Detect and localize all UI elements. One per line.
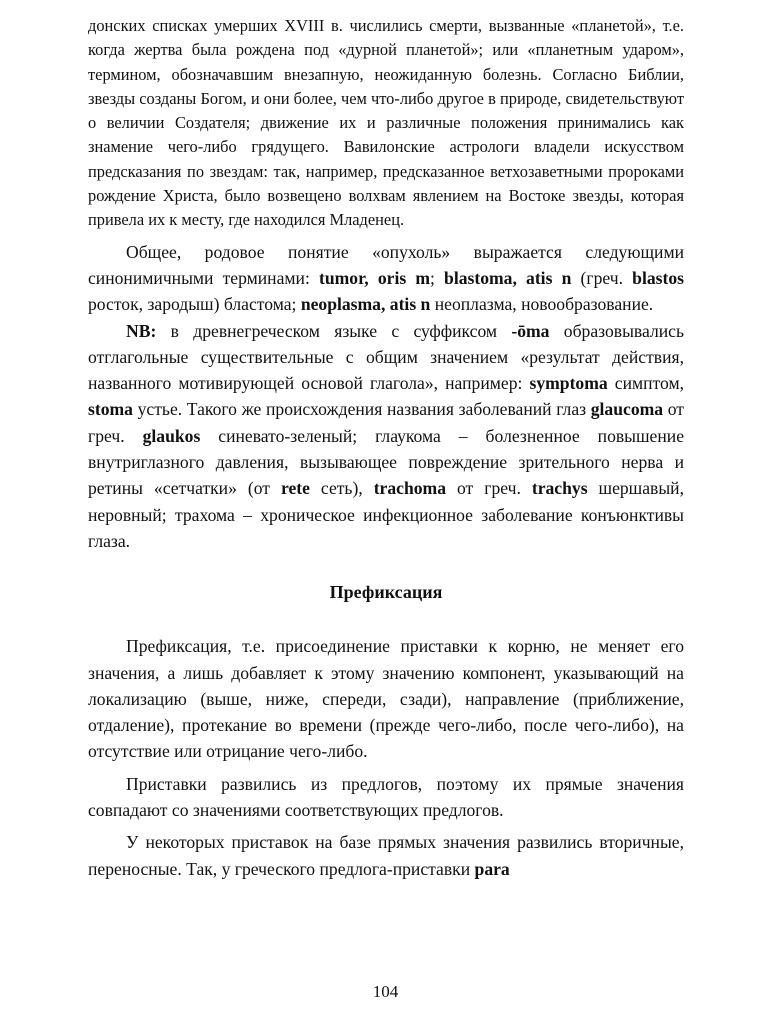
text-run: Общее, родовое понятие «опухоль» выражается следующими синонимичными терминами: — [88, 241, 684, 288]
paragraph-prefix-origin: Приставки развились из предлогов, поэтому их прямые значения совпадают со значениями соответствующих предлогов. — [88, 773, 684, 821]
text-run: неоплазма, новообразование. — [430, 294, 654, 315]
text-run: в древнегреческом языке с суффиксом — [156, 320, 512, 341]
text-run: симптом, — [607, 373, 685, 394]
text-run: шершавый, неровный; трахома – хроническое инфекционное заболевание конъюнктивы глаза. — [88, 478, 684, 551]
term-symptoma: symptoma — [529, 373, 608, 394]
text-run: образовывались отглагольные существительные с общим значением «результат действия, названного мотивирующей основой глагола», например: — [88, 320, 685, 394]
page-number: 104 — [372, 982, 399, 1001]
nb-label: NB: — [126, 320, 157, 341]
term-neoplasma: neoplasma, atis n — [300, 294, 431, 315]
term-para: para — [474, 858, 510, 879]
term-glaukos: glaukos — [142, 425, 201, 446]
text-run: синевато-зеленый; глаукома – болезненное повышение внутриглазного давления, вызывающее повреждение зрительного нерва и ретины «сетчатки» (от — [88, 425, 684, 499]
term-rete: rete — [280, 478, 310, 499]
text-run: от греч. — [88, 399, 684, 446]
document-page — [88, 14, 684, 882]
term-trachoma: trachoma — [373, 478, 447, 499]
paragraph-tumor-terms — [88, 239, 684, 318]
term-blastos: blastos — [632, 267, 684, 288]
paragraph-prefixation-definition: Префиксация, т.е. присоединение приставки к корню, не меняет его значения, а лишь добавляет к этому значению компонент, указывающий на локализацию (выше, ниже, спереди, сзади), направление (приближение, отдаление), протекание во времени (прежде чего-либо, после чего-либо), на отсутствие или отрицание чего-либо. — [88, 636, 684, 762]
paragraph-secondary-meanings — [88, 829, 684, 882]
text-run: от греч. — [446, 478, 532, 499]
text-run: росток, зародыш) бластома; — [88, 294, 301, 315]
term-trachys: trachys — [531, 478, 588, 499]
paragraph-nb-suffix — [88, 318, 684, 555]
text-run: У некоторых приставок на базе прямых значения развились вторичные, переносные. Так, у греческого предлога-приставки — [88, 832, 684, 879]
paragraph-astrology: донских списках умерших XVIII в. числились смерти, вызванные «планетой», т.е. когда жертва была рождена под «дурной планетой»; или «планетным ударом», термином, обозначавшим внезапную, неожиданную болезнь. Согласно Библии, звезды созданы Богом, и они более, чем что-либо другое в природе, свидетельствуют о величии Создателя; движение их и различные положения принимались как знамение чего-либо грядущего. Вавилонские астрологи владели искусством предсказания по звездам: так, например, предсказанное ветхозаветными пророками рождение Христа, было возвещено волхвам явлением на Востоке звезды, которая привела их к месту, где находился Младенец. — [88, 16, 684, 230]
term-oma-suffix: -ōma — [511, 320, 550, 341]
term-blastoma: blastoma, atis n — [444, 267, 572, 288]
text-run: (греч. — [571, 267, 633, 288]
text-run: сеть), — [309, 478, 374, 499]
text-run: ; — [430, 267, 445, 288]
section-heading: Префиксация — [329, 582, 443, 603]
term-stoma: stoma — [88, 399, 133, 420]
term-glaucoma: glaucoma — [590, 399, 664, 420]
term-tumor: tumor, oris m — [319, 267, 430, 288]
text-run: устье. Такого же происхождения названия заболеваний глаз — [132, 399, 591, 420]
